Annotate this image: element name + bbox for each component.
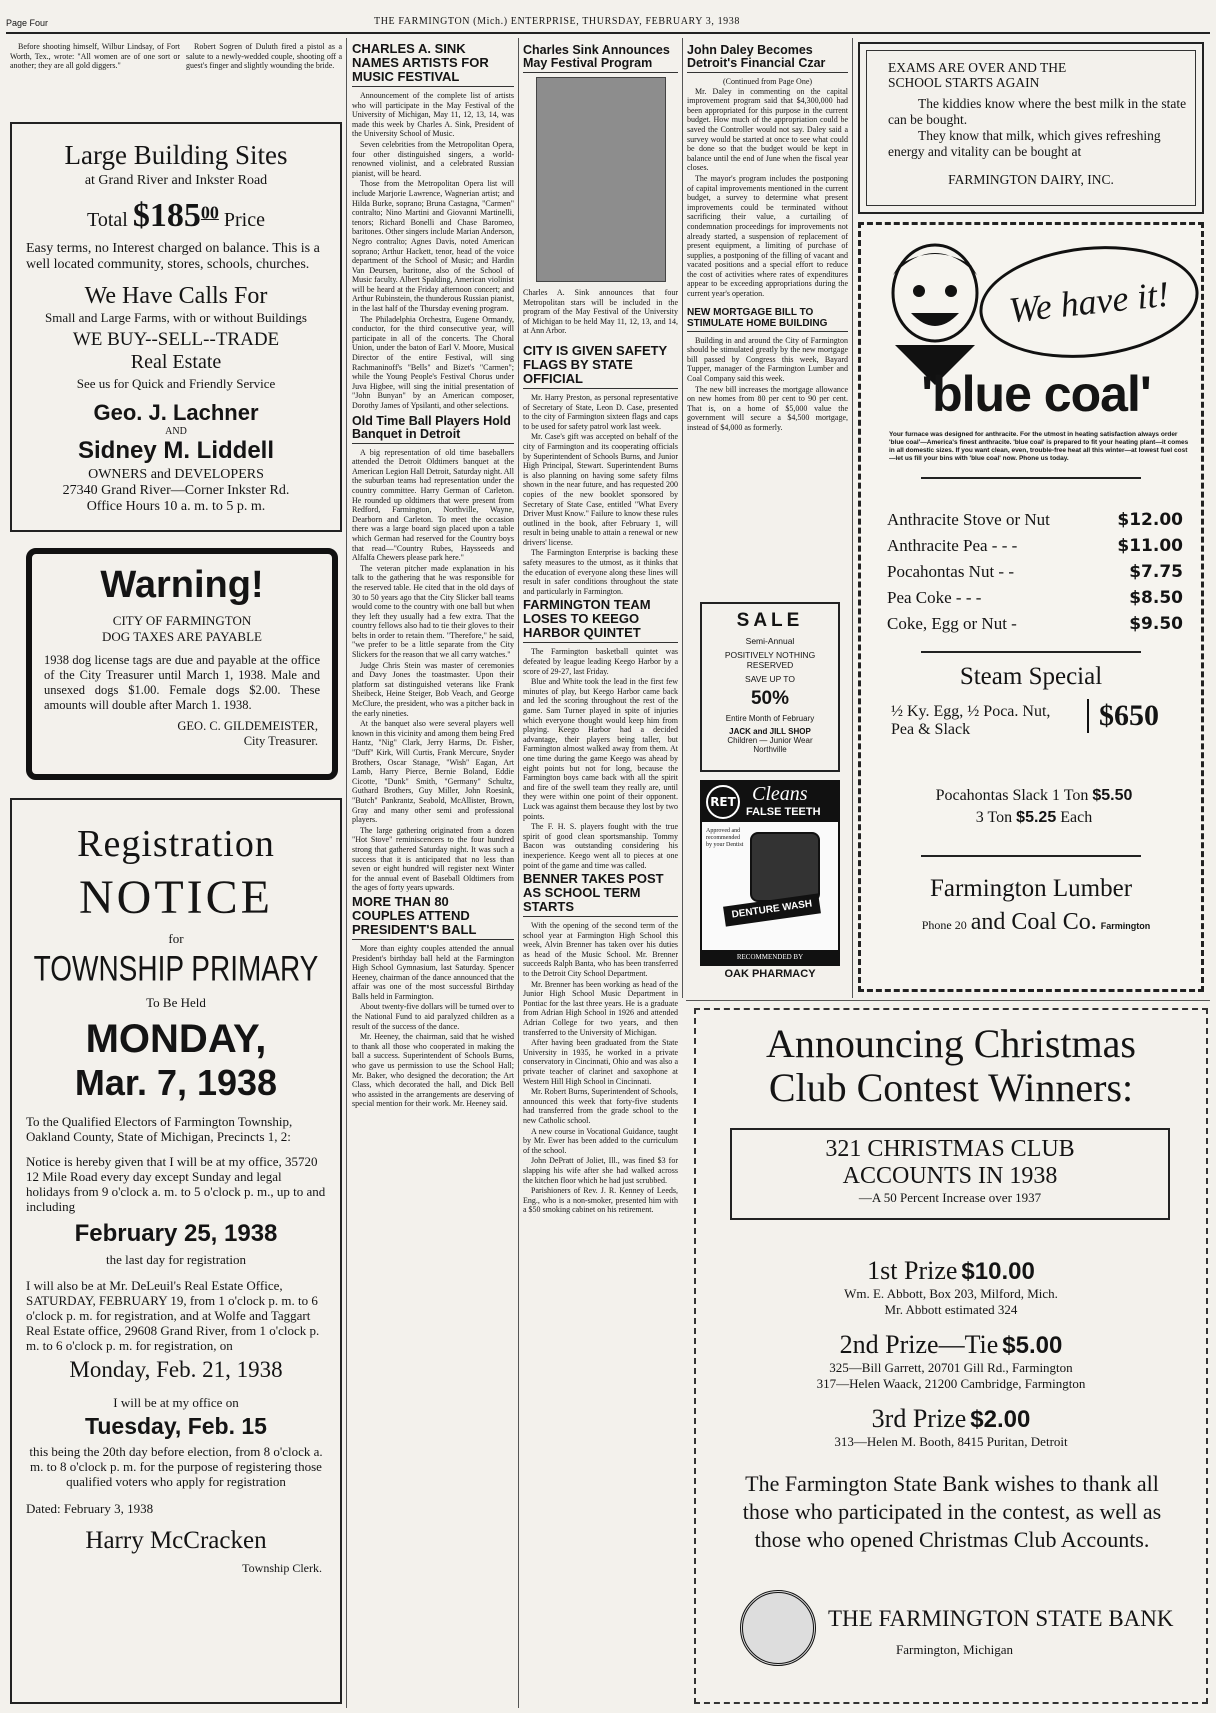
sink-headline: CHARLES A. SINK NAMES ARTISTS FOR MUSIC FESTIVAL	[352, 42, 514, 87]
program-headline: Charles Sink Announces May Festival Program	[523, 44, 678, 73]
filler-item-lindsay: Before shooting himself, Wilbur Lindsay, of Fort Worth, Tex., wrote: "All women are of one sort or another; they are all gold diggers."	[10, 42, 180, 71]
coal-man-icon	[875, 235, 995, 385]
photo-caption: Charles A. Sink announces that four Metropolitan stars will be included in the program of the May Festival of the University of Michigan to be held May 11, 12, 13, and 14, at Ann Arbor.	[523, 288, 678, 336]
blue-coal-logo: 'blue coal'	[921, 366, 1151, 422]
we-have-it-bubble: We have it!	[974, 236, 1204, 368]
column-2: CHARLES A. SINK NAMES ARTISTS FOR MUSIC FESTIVAL Announcement of the complete list of artists who will participate in the May Festival of the University of Michigan, May 11, 12, 13, 14, was made this week by Charles A. Sink, President of the University School of Music. Seven celebrities from the Metropolitan Opera, four other distinguished singers, a world-renowned violinist, and a celebrated Russian pianist, will be heard. Those from the Metropolitan Opera list will include Marjorie Lawrence, Wagnerian artist; and Hilda Burke, soprano; Bruna Castagna, "Carmen" contralto; Nino Martini and Giovanni Martinelli, tenors; Richard Bonelli and Chase Baromeo, baritones. Other singers include Marian Anderson, Negro contralto; Agnes Davis, noted American soprano; Arthur Hackett, tenor, head of the voice department of the School of Music; and Hardin Van Deursen, baritone, also of the School of Music faculty. Albert Spalding, American violinist will be heard at the Friday afternoon concert; and Arthur Rubinstein, the thunderous Russian pianist, in the last half of the Thursday evening program. The Philadelphia Orchestra, Eugene Ormandy, conductor, for the third consecutive year, will participate in all of the concerts. The Choral Union, under the baton of Earl V. Moore, Musical Director of the entire Festival, will sing Rachmaninoff's "Bells" and Bizet's "Carmen"; while the Young People's Festival Chorus under Juva Higbee, will sing the initial presentation of "John Bunyan" by an American composer, Dorothy James of Ypsilanti, and other selections. Old Time Ball Players Hold Banquet in Detroit A big representation of old time baseballers attended the Detroit Oldtimers banquet at the American Legion Hall Detroit, Saturday night. All the suburban teams had representation under the country committee. Harry German of Carleton. He rounded up oldtimers that were present from Redford, Farmington, Northville, Wayne, Dearborn and Carleton. To meet the occasion there was a large board sign placed upon a table which German had reserved for the Country boys that read—"Country Rubes, Haysseeds and Alfalfa Chewers please park here." The veteran pitcher made explanation in his talk to the gathering that he was responsible for the reserved table. He cited that in the old days of 30 to 50 years ago that the City Slicker ball teams would come to the country with one ball but when they left they usually had a few extra. That the country fellows also had to tie their gloves to their belts in order to retain them. "Therefore," he said, "we prefer to be a little separate from the City Slickers for the reason that we all carry watches." Judge Chris Stein was master of ceremonies and Davy Jones the toastmaster. Upon their platform sat distinguished veterans like Frank Sheibeck, Heine Steiger, Bob Veach, and George McClure, the president, who was a pitcher back in the early nineties. At the banquet also were several players well known in this vicinity and among them being Fred Hantz, "Nig" Clark, Jerry Harms, Dr. Fisher, "Duff" Kirk, Will Curtis, Frank Mercure, Snyder Brothers, Oscar Stanage, "Wish" Eagan, Art Lamb, Harry Pierce, Bernie Boland, Eddie Cicotte, "Dunk" Smith, "Germany" Schultz, Guthard Brothers, Guy Miller, John Roesink, "Butch" Pankrantz, Seabold, McAllister, Brown, Gray and many other semi and professional players. The large gathering originated from a dozen "Hot Stove" reminiscencers to the four hundred strong that gathered Saturday night. It was such a success that it is anticipated that no less than seven or eight hundred will register next Winter for the annual event of Baseball Oldtimers from the ages of forty years upwards. MORE THAN 80 COUPLES ATTEND PRESIDENT'S BALL More than eighty couples attended the annual President's birthday ball held at the Farmington High School Gymnasium, last Saturday. Spencer Heeney, chairman of the dance announced that the affair was one of the most successful Birthday Balls held in Farmington. About twenty-five dollars will be turned over to the National Fund to aid paralyzed children as a result of the success of the dance. Mr. Heeney, the chairman, said that he wished to thank all those who cooperated in making the ball a success. Superintendent of Schools Burns, who gave us permission to use the School Hall; Mr. Baker, who designed the decoration; the Art Class, which decorated the hall, and Dick Bell who assisted in the arrangements are deserving of special mention for their work. Mr. Heeney said.	[352, 41, 514, 1109]
benner-headline: BENNER TAKES POST AS SCHOOL TERM STARTS	[523, 872, 678, 917]
page-number: Page Four	[6, 18, 49, 28]
bank-seal-icon	[740, 1590, 816, 1666]
oldtime-headline: Old Time Ball Players Hold Banquet in Detroit	[352, 415, 514, 444]
building-sites-ad: Large Building Sites at Grand River and Inkster Road Total $\$185^{00}$ Price Easy terms, no Interest charged on balance. This is a well located community, stores, schools, churches. We Have Calls For Small and Large Farms, with or without Buildings WE BUY--SELL--TRADE Real Estate See us for Quick and Friendly Service Geo. J. Lachner AND Sidney M. Liddell OWNERS and DEVELOPERS 27340 Grand River—Corner Inkster Rd. Office Hours 10 a. m. to 5 p. m.	[10, 122, 342, 532]
ball-headline: MORE THAN 80 COUPLES ATTEND PRESIDENT'S BALL	[352, 895, 514, 940]
charles-sink-photo	[536, 77, 666, 282]
flags-headline: CITY IS GIVEN SAFETY FLAGS BY STATE OFFICIAL	[523, 344, 678, 389]
dairy-ad: EXAMS ARE OVER AND THE SCHOOL STARTS AGAIN The kiddies know where the best milk in the state can be bought. They know that milk, which gives refreshing energy and vitality can be bought at FARMINGTON DAIRY, INC.	[858, 42, 1204, 214]
registration-notice-ad: Registration NOTICE for TOWNSHIP PRIMARY To Be Held MONDAY, Mar. 7, 1938 To the Qualified Electors of Farmington Township, Oakland County, State of Michigan, Precincts 1, 2: Notice is hereby given that I will be at my office, 35720 12 Mile Road every day except Sunday and legal holidays from 9 o'clock a. m. to 5 o'clock p. m., up to and including February 25, 1938 the last day for registration I will also be at Mr. DeLeuil's Real Estate Office, SATURDAY, FEBRUARY 19, from 1 o'clock p. m. to 6 o'clock p. m. for registration, and at Wolfe and Taggart Real Estate office, 29608 Grand River, from 1 o'clock p. m. to 6 o'clock p. m. for registration, on Monday, Feb. 21, 1938 I will be at my office on Tuesday, Feb. 15 this being the 20th day before election, from 8 o'clock a. m. to 8 o'clock p. m. for the purpose of registering those qualified voters who apply for registration Dated: February 3, 1938 Harry McCracken Township Clerk.	[10, 798, 342, 1704]
denture-jar-icon	[750, 832, 820, 902]
filler-item-sogren: Robert Sogren of Duluth fired a pistol as a salute to a newly-wedded couple, shooting off a guest's finger and slightly wounding the bride.	[186, 42, 342, 71]
column-3: Charles Sink Announces May Festival Program Charles A. Sink announces that four Metropolitan stars will be included in the program of the May Festival of the University of Michigan to be held May 11, 12, 13, and 14, at Ann Arbor. CITY IS GIVEN SAFETY FLAGS BY STATE OFFICIAL Mr. Harry Preston, as personal representative of Secretary of State, Leon D. Case, presented to the city of Farmington sixteen flags and caps to be used for safety patrol work last week. Mr. Case's gift was accepted on behalf of the city of Farmington and its cooperating officials by Superintendent of Schools Burns, and Junior High Principal, Stewart. Superintendent Burns is also planning on having some safety films shown in the near future, and has requested 200 copies of the new booklet sponsored by Secretary of State Case, entitled "What Every Driver Must Know." Failure to know these rules outlined in the book, after February 1, will result in being unable to attain a renewal or new drivers' license. The Farmington Enterprise is backing these safety measures to the utmost, as it thinks that the education of everyone along these lines will result in safer conditions throughout the state and particularly in Farmington. FARMINGTON TEAM LOSES TO KEEGO HARBOR QUINTET The Farmington basketball quintet was defeated by league leading Keego Harbor by a score of 29-27, last Friday. Blue and White took the lead in the first few minutes of play, but Keego Harbor came back and led the scoring throughout the rest of the game. Sam Turner played in spite of injuries which everyone thought would keep him from playing. Keego Harbor had a decided advantage, their players being taller, but Farmington almost walked away from them. At one time during the game Keego was ahead by eight points but not for long, because the Farmington boys came back with all the spirit and fire of the swell team they really are, until they were within one point of their opponent. Luck was against them because they lost by two points. The F. H. S. players fought with the true spirit of good clean sportsmanship. Tommy Bacon was outstanding considering his inexperience. Keego went all to pieces at one point of the game and time was called. BENNER TAKES POST AS SCHOOL TERM STARTS With the opening of the second term of the school year at Farmington High School this week, Alvin Brenner has taken over his duties as head of the Music School. Mr. Brenner succeeds Ralph Banta, who has been transferred to the Detroit City School Department. Mr. Brenner has been working as head of the Junior High School Music Department in Pontiac for the last three years. He is a graduate from Adrian High School in 1926 and attended Adrian College for two years, and then transferred to the University of Michigan. After having been graduated from the State University in 1935, he worked in a private conservatory in Cincinnati, Ohio and was also a private teacher of clarinet and saxophone at Western Hill High School in Cincinnati. Mr. Robert Burns, Superintendent of Schools, announced this week that forty-five students had transferred from the grade school to the new Catholic school. A new course in Vocational Guidance, taught by Mr. Ewer has been added to the curriculum of the school. John DePratt of Joliet, Ill., was fined $3 for slapping his wife after she had walked across the kitchen floor which he had just scrubbed. Parishioners of Rev. J. R. Kenney of Leeds, Eng., who is a non-smoker, presented him with a $50 smoking cabinet on his retirement.	[523, 43, 678, 1215]
team-headline: FARMINGTON TEAM LOSES TO KEEGO HARBOR QUINTET	[523, 598, 678, 643]
page-header	[6, 10, 1210, 34]
sale-ad: SALE Semi-Annual POSITIVELY NOTHING RESERVED SAVE UP TO 50% Entire Month of February JACK and JILL SHOP Children — Junior Wear Northville	[700, 602, 840, 772]
masthead: THE FARMINGTON (Mich.) ENTERPRISE, THURSDAY, FEBRUARY 3, 1938	[374, 16, 740, 27]
blue-coal-ad: We have it! 'blue coal' Your furnace was designed for anthracite. For the utmost in heating satisfaction always order 'blue coal'—America's finest anthracite. 'blue coal' is prepared to fit your heating plant—it comes in all domestic sizes. If you want clean, even, trouble-free heat all this winter—at lowest fuel cost—let us fill your bins with 'blue coal' now. Phone us today. Anthracite Stove or Nut $12.00 Anthracite Pea - - - $11.00 Pocahontas Nut - - $7.75 Pea Coke - - - $8.50 Coke, Egg or Nut - $9.50 Steam Special ½ Ky. Egg, ½ Poca. Nut, Pea & Slack $650 Pocahontas Slack 1 Ton $5.50 3 Ton $5.25 Each Farmington Lumber Phone 20 and Coal Co. Farmington	[858, 222, 1204, 992]
mortgage-headline: NEW MORTGAGE BILL TO STIMULATE HOME BUILDING	[687, 307, 848, 332]
coal-price-list: Anthracite Stove or Nut $12.00 Anthracite Pea - - - $11.00 Pocahontas Nut - - $7.75 Pea Coke - - - $8.50 Coke, Egg or Nut - $9.50	[887, 510, 1183, 634]
daley-headline: John Daley Becomes Detroit's Financial Czar	[687, 44, 848, 73]
column-4: John Daley Becomes Detroit's Financial Czar (Continued from Page One) Mr. Daley in commenting on the capital improvement program said that $4,300,000 had been appropriated for this purpose in the current budget. How much of the appropriation could be saved the Controller would not say. Daley said a survey would be started at once to see what could be done so that the budget would be kept in balance until the end of June when the fiscal year closes. The mayor's program includes the postponing of capital improvements mentioned in the current budget, a survey to determine what present improvements could be terminated without sacrificing their value, a curtailing of condemnation proceedings for improvements not already started, a suspension of replacement of present equipment, a limiting of purchase of supplies, a postponing of the filling of vacant and vacated positions and a special effort to reduce the cost of activities where rates of expenditures appear to be exceeding appropriations during the current year's operation. NEW MORTGAGE BILL TO STIMULATE HOME BUILDING Building in and around the City of Farmington should be stimulated greatly by the new mortgage bill passed by Congress this week, Bayard Tupper, manager of the Farmington Lumber and Coal Company said this week. The new bill increases the mortgage allowance on new homes from 80 per cent to 90 per cent. That is, on a home of $5,000 value the government will secure a $4,500 mortgage, instead of $4,000 as formerly.	[687, 43, 848, 432]
christmas-club-ad: Announcing Christmas Club Contest Winners: 321 CHRISTMAS CLUB ACCOUNTS IN 1938 —A 50 Percent Increase over 1937 1st Prize $10.00 Wm. E. Abbott, Box 203, Milford, Mich. Mr. Abbott estimated 324 2nd Prize—Tie $5.00 325—Bill Garrett, 20701 Gill Rd., Farmington 317—Helen Waack, 21200 Cambridge, Farmington 3rd Prize $2.00 313—Helen M. Booth, 8415 Puritan, Detroit The Farmington State Bank wishes to thank all those who participated in the contest, as well as those who opened Christmas Club Accounts. THE FARMINGTON STATE BANK Farmington, Michigan	[694, 1008, 1208, 1704]
accounts-box: 321 CHRISTMAS CLUB ACCOUNTS IN 1938 —A 50 Percent Increase over 1937	[730, 1128, 1170, 1220]
dog-tax-warning-ad: Warning! CITY OF FARMINGTON DOG TAXES ARE PAYABLE 1938 dog license tags are due and payable at the office of the City Treasurer until March 1, 1938. Male and unsexed dogs $1.00. Female dogs $2.00. These amounts will double after March 1. 1938. GEO. C. GILDEMEISTER, City Treasurer.	[26, 548, 338, 780]
oak-pharmacy-label: OAK PHARMACY	[724, 968, 816, 980]
ret-denture-ad: RET Cleans FALSE TEETH Approved and recommended by your Dentist DENTURE WASH RECOMMENDED BY	[700, 780, 840, 966]
ret-logo: RET	[706, 785, 740, 819]
